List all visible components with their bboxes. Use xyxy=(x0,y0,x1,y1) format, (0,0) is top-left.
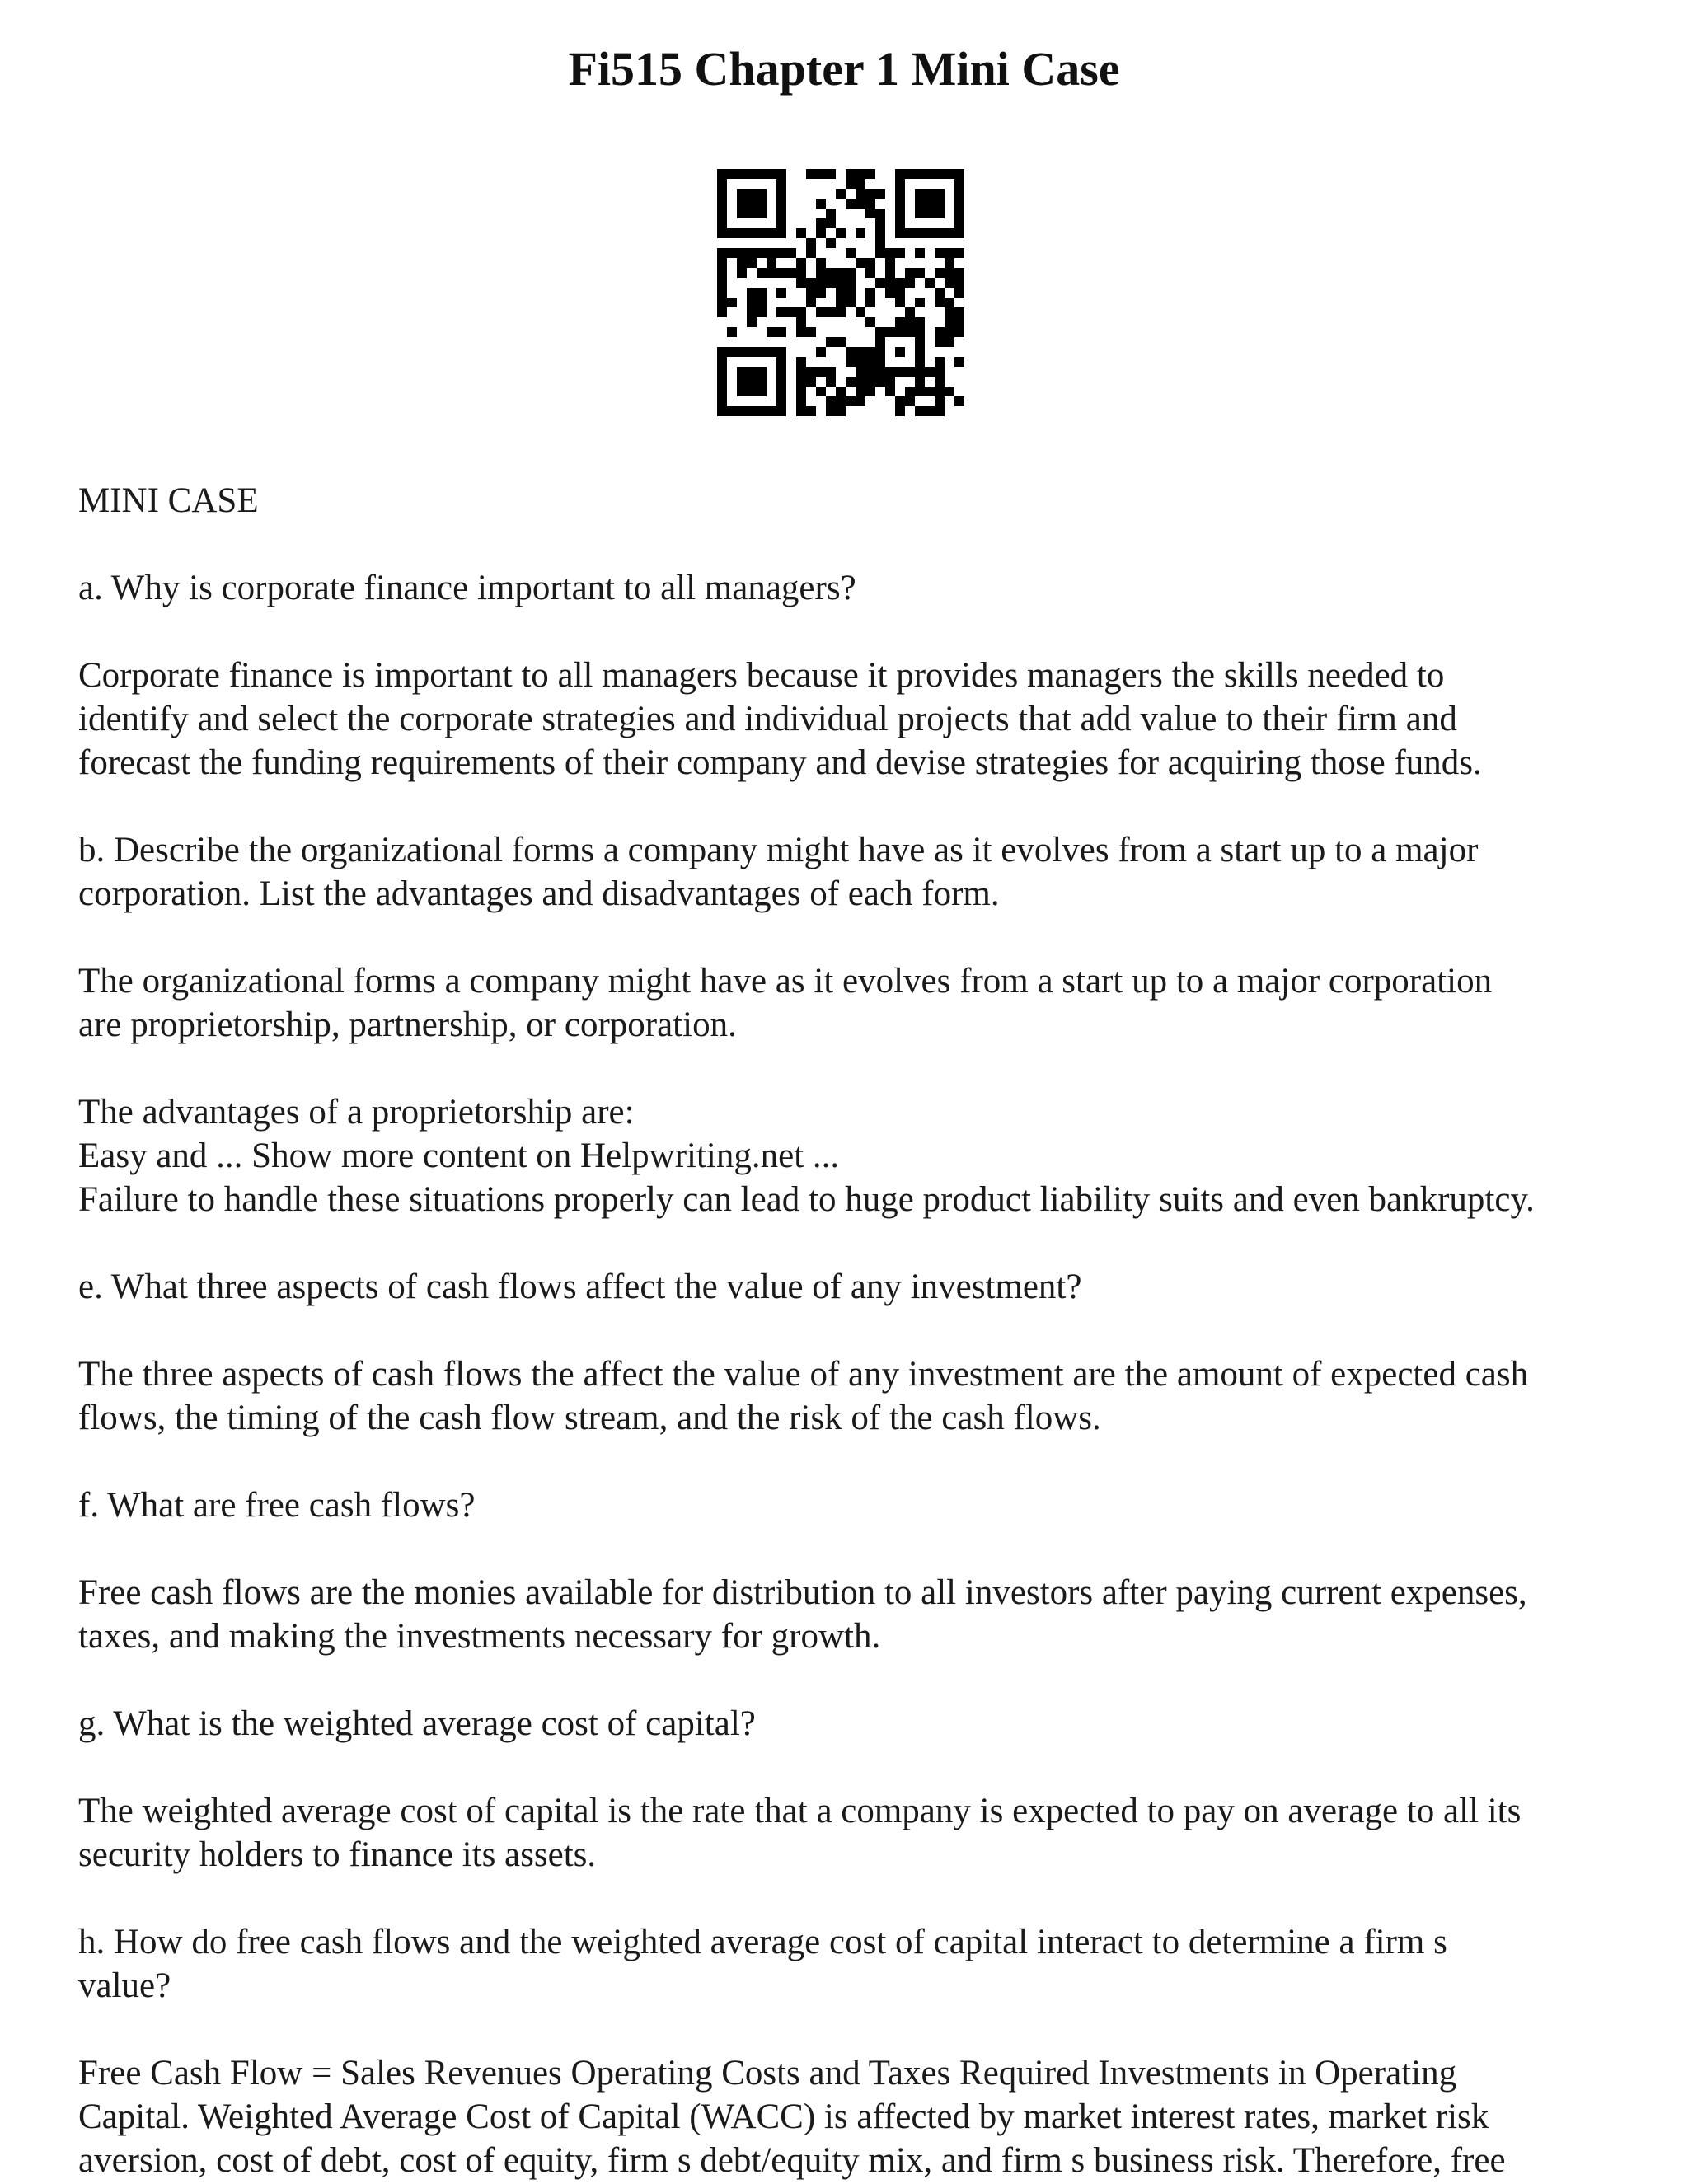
text-line: The weighted average cost of capital is the rate that a company is expected to pay on average to all its xyxy=(78,1792,1522,1830)
text-line: The advantages of a proprietorship are: xyxy=(78,1093,635,1132)
paragraph xyxy=(78,479,1628,523)
paragraph xyxy=(78,828,1628,916)
paragraph xyxy=(78,566,1628,610)
document-body xyxy=(78,479,1628,2184)
text-line: Free Cash Flow = Sales Revenues Operating Costs and Taxes Required Investments in Operating xyxy=(78,2054,1457,2093)
paragraph xyxy=(78,654,1628,785)
paragraph xyxy=(78,1352,1628,1440)
text-line: Free cash flows are the monies available for distribution to all investors after paying current expenses, xyxy=(78,1573,1527,1612)
text-line: e. What three aspects of cash flows affect the value of any investment? xyxy=(78,1268,1082,1306)
text-line: corporation. List the advantages and disadvantages of each form. xyxy=(78,874,1000,913)
text-line: a. Why is corporate finance important to all managers? xyxy=(78,569,856,607)
page-title: Fi515 Chapter 1 Mini Case xyxy=(568,42,1120,96)
text-line: value? xyxy=(78,1966,171,2005)
qr-code-icon[interactable] xyxy=(717,169,964,416)
text-line: are proprietorship, partnership, or corporation. xyxy=(78,1005,737,1044)
paragraph xyxy=(78,959,1628,1047)
paragraph xyxy=(78,1702,1628,1746)
text-line: b. Describe the organizational forms a company might have as it evolves from a start up to a major xyxy=(78,831,1479,869)
paragraph xyxy=(78,2051,1628,2182)
text-line: The three aspects of cash flows the affect the value of any investment are the amount of expected cash xyxy=(78,1355,1529,1394)
text-line: flows, the timing of the cash flow stream, and the risk of the cash flows. xyxy=(78,1399,1101,1437)
paragraph xyxy=(78,1571,1628,1658)
text-line: Easy and ... Show more content on Helpwriting.net ... xyxy=(78,1137,840,1175)
text-line: The organizational forms a company might have as it evolves from a start up to a major corporation xyxy=(78,962,1493,1001)
text-line: forecast the funding requirements of their company and devise strategies for acquiring those funds. xyxy=(78,743,1482,782)
text-line: Corporate finance is important to all managers because it provides managers the skills needed to xyxy=(78,656,1445,695)
paragraph xyxy=(78,1090,1628,1221)
text-line: g. What is the weighted average cost of capital? xyxy=(78,1704,756,1743)
text-line: h. How do free cash flows and the weighted average cost of capital interact to determine a firm s xyxy=(78,1923,1447,1961)
paragraph xyxy=(78,1483,1628,1527)
text-line: MINI CASE xyxy=(78,481,259,520)
text-line: aversion, cost of debt, cost of equity, firm s debt/equity mix, and firm s business risk. Therefore, free xyxy=(78,2141,1506,2180)
paragraph xyxy=(78,1920,1628,2008)
paragraph xyxy=(78,1789,1628,1877)
paragraph xyxy=(78,1265,1628,1309)
text-line: taxes, and making the investments necessary for growth. xyxy=(78,1617,881,1656)
text-line: identify and select the corporate strategies and individual projects that add value to their firm and xyxy=(78,700,1457,738)
text-line: security holders to finance its assets. xyxy=(78,1835,597,1874)
text-line: f. What are free cash flows? xyxy=(78,1486,476,1525)
text-line: Failure to handle these situations properly can lead to huge product liability suits and even bankruptcy. xyxy=(78,1180,1535,1219)
text-line: Capital. Weighted Average Cost of Capital (WACC) is affected by market interest rates, market risk xyxy=(78,2097,1489,2136)
